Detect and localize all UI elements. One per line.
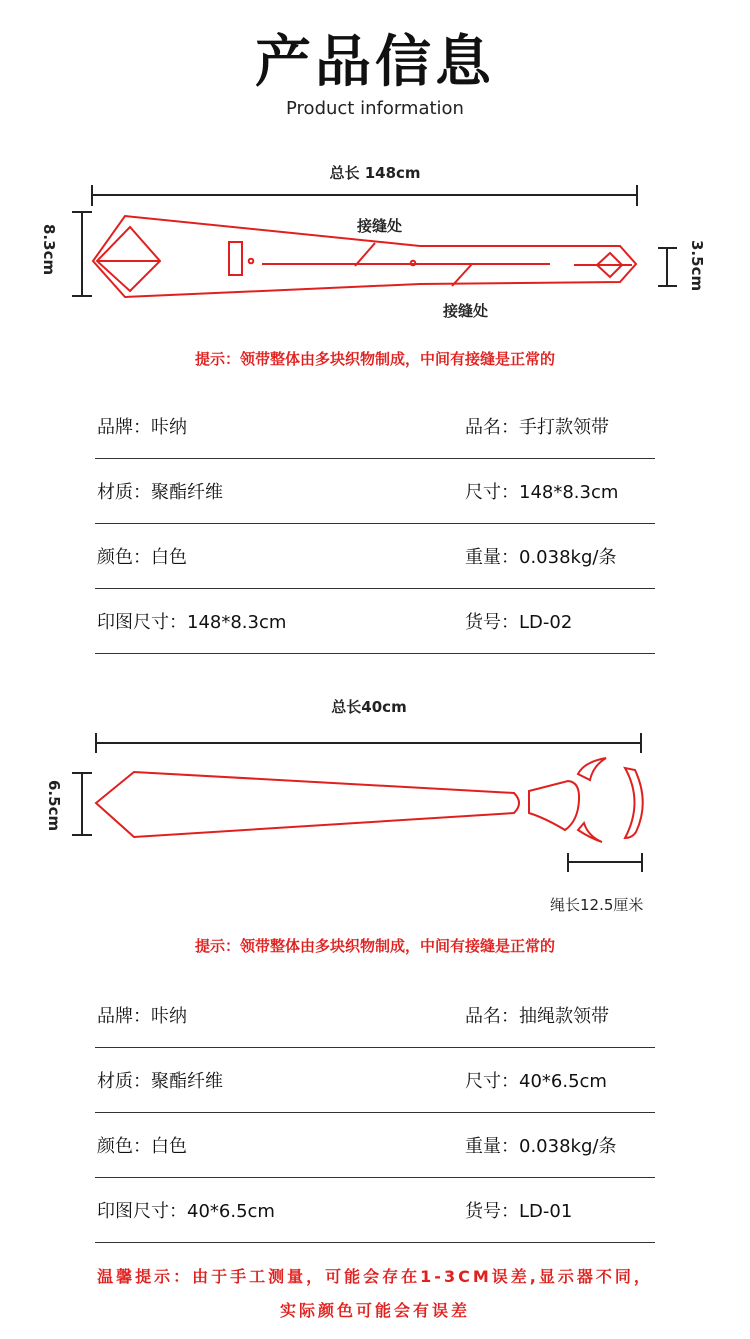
total-length-dimension-line-2 — [96, 733, 641, 753]
tie-drawing-1 — [0, 150, 750, 340]
item-number-value: 货号：LD-01 — [465, 1201, 573, 1222]
table-row — [95, 1178, 655, 1243]
width-label-2: 6.5cm — [45, 780, 63, 832]
table-row — [95, 589, 655, 654]
tie-diagram-1 — [0, 150, 750, 340]
page-subtitle: Product information — [286, 98, 464, 119]
color-value: 颜色：白色 — [97, 547, 187, 568]
tie-diagram-2 — [0, 690, 750, 920]
footer-notice-line-1: 温馨提示：由于手工测量，可能会存在1-3CM误差,显示器不同， — [97, 1267, 653, 1286]
table-row — [95, 1113, 655, 1178]
footer-notice-line-2: 实际颜色可能会有误差 — [279, 1301, 470, 1320]
seam-note-2: 提示：领带整体由多块织物制成，中间有接缝是正常的 — [194, 937, 555, 955]
width-dimension-line-2 — [72, 773, 92, 835]
total-length-label-2: 总长40cm — [331, 698, 407, 716]
width-label: 8.3cm — [40, 224, 58, 276]
print-size-value: 印图尺寸：40*6.5cm — [97, 1201, 275, 1222]
cord-length-dimension-line — [568, 853, 642, 872]
total-length-dimension-line — [92, 185, 637, 206]
size-value: 尺寸：148*8.3cm — [465, 482, 619, 503]
table-row — [95, 524, 655, 589]
table-row — [95, 459, 655, 524]
seam-label-bottom: 接缝处 — [443, 302, 489, 320]
table-row — [95, 983, 655, 1048]
spec-table-2 — [95, 983, 655, 1243]
table-row — [95, 1048, 655, 1113]
tie-outline-2 — [96, 758, 643, 842]
cord-length-label: 绳长12.5厘米 — [550, 896, 644, 914]
width-dimension-line — [72, 212, 92, 296]
table-row — [95, 394, 655, 459]
total-length-label: 总长 148cm — [329, 164, 421, 182]
color-value: 颜色：白色 — [97, 1136, 187, 1157]
size-value: 尺寸：40*6.5cm — [465, 1071, 607, 1092]
tip-width-label: 3.5cm — [688, 240, 706, 292]
brand-value: 品牌：咔纳 — [97, 417, 187, 438]
material-value: 材质：聚酯纤维 — [97, 1071, 223, 1092]
weight-value: 重量：0.038kg/条 — [465, 1136, 617, 1157]
seam-note-1: 提示：领带整体由多块织物制成，中间有接缝是正常的 — [194, 350, 555, 368]
page-title: 产品信息 — [255, 30, 495, 95]
spec-table-1 — [95, 394, 655, 654]
weight-value: 重量：0.038kg/条 — [465, 547, 617, 568]
seam-label-top: 接缝处 — [357, 217, 403, 235]
tie-drawing-2 — [0, 690, 750, 920]
product-name-value: 品名：手打款领带 — [465, 417, 609, 438]
product-name-value: 品名：抽绳款领带 — [465, 1006, 609, 1027]
material-value: 材质：聚酯纤维 — [97, 482, 223, 503]
brand-value: 品牌：咔纳 — [97, 1006, 187, 1027]
item-number-value: 货号：LD-02 — [465, 612, 573, 633]
print-size-value: 印图尺寸：148*8.3cm — [97, 612, 287, 633]
tip-width-dimension-line — [658, 248, 677, 286]
